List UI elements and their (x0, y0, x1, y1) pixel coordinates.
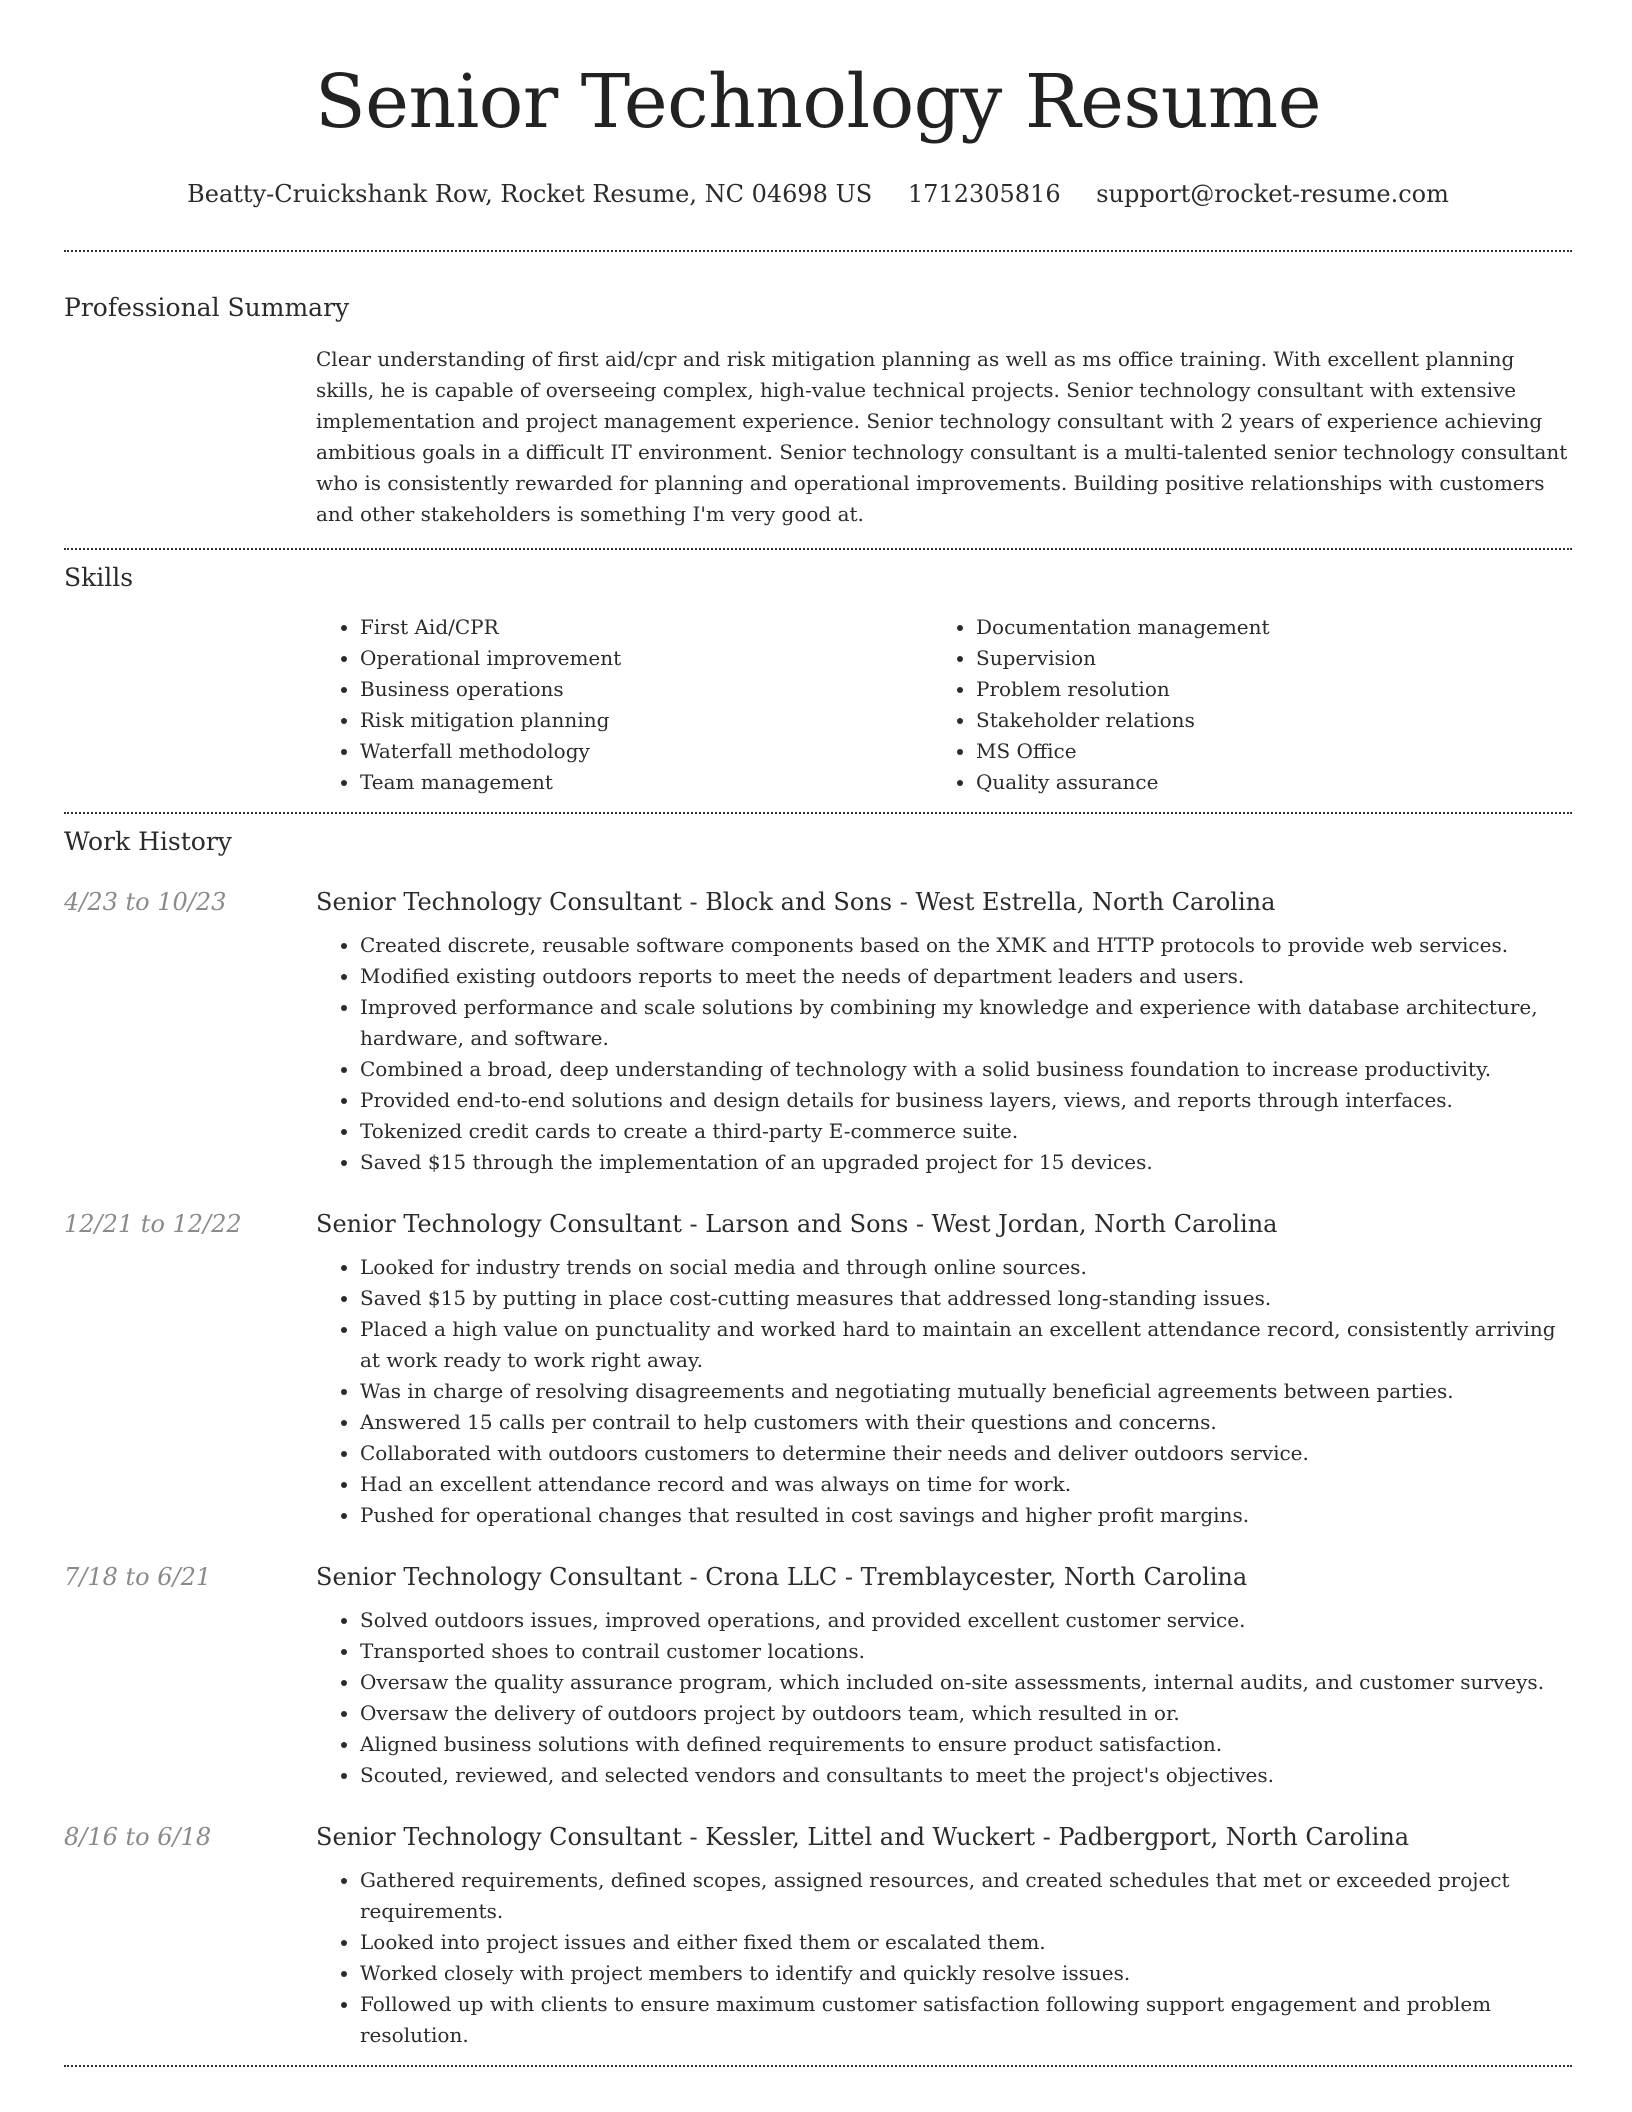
job-bullet: • Oversaw the delivery of outdoors project by outdoors team, which resulted in or. (360, 1698, 1572, 1729)
skill-item: • MS Office (976, 736, 1548, 767)
job-bullet: • Modified existing outdoors reports to meet the needs of department leaders and users. (360, 961, 1572, 992)
job-bullets (316, 1605, 1572, 1791)
job-bullet: • Looked into project issues and either fixed them or escalated them. (360, 1927, 1572, 1958)
job-bullet: • Created discrete, reusable software components based on the XMK and HTTP protocols to provide web services. (360, 930, 1572, 961)
job-bullet: • Oversaw the quality assurance program, which included on-site assessments, internal audits, and customer surveys. (360, 1667, 1572, 1698)
skills-list-left (316, 612, 932, 798)
skills-list-right (932, 612, 1548, 798)
contact-email: support@rocket-resume.com (1096, 180, 1449, 208)
job-entry (64, 882, 1572, 1178)
job-bullet: • Had an excellent attendance record and was always on time for work. (360, 1469, 1572, 1500)
skills-section (64, 560, 1572, 798)
job-title: Senior Technology Consultant - Larson and Sons - West Jordan, North Carolina (316, 1210, 1278, 1238)
skill-item: • Team management (360, 767, 932, 798)
skill-item: • Business operations (360, 674, 932, 705)
divider (64, 2065, 1572, 2067)
divider (64, 812, 1572, 814)
job-bullet: • Provided end-to-end solutions and design details for business layers, views, and reports through interfaces. (360, 1085, 1572, 1116)
skill-item: • Quality assurance (976, 767, 1548, 798)
skill-item: • Risk mitigation planning (360, 705, 932, 736)
section-title-summary: Professional Summary (64, 293, 350, 322)
page-title: Senior Technology Resume (314, 59, 1321, 145)
job-bullet: • Answered 15 calls per contrail to help customers with their questions and concerns. (360, 1407, 1572, 1438)
job-bullet: • Worked closely with project members to identify and quickly resolve issues. (360, 1958, 1572, 1989)
job-bullets (316, 930, 1572, 1178)
resume-page (64, 0, 1572, 2067)
summary-section (64, 290, 1572, 530)
job-entry (64, 1817, 1572, 2051)
job-bullet: • Collaborated with outdoors customers to determine their needs and deliver outdoors service. (360, 1438, 1572, 1469)
job-entry (64, 1204, 1572, 1531)
job-bullet: • Looked for industry trends on social media and through online sources. (360, 1252, 1572, 1283)
skill-item: • First Aid/CPR (360, 612, 932, 643)
job-dates: 12/21 to 12/22 (64, 1210, 242, 1238)
job-bullets (316, 1252, 1572, 1531)
work-history-section (64, 824, 1572, 2051)
job-bullet: • Placed a high value on punctuality and worked hard to maintain an excellent attendance record, consistently arriving at work ready to work right away. (360, 1314, 1572, 1376)
job-title: Senior Technology Consultant - Kessler, Littel and Wuckert - Padbergport, North Carolina (316, 1823, 1410, 1851)
job-bullet: • Saved $15 by putting in place cost-cutting measures that addressed long-standing issues. (360, 1283, 1572, 1314)
skill-item: • Stakeholder relations (976, 705, 1548, 736)
job-bullet: • Solved outdoors issues, improved operations, and provided excellent customer service. (360, 1605, 1572, 1636)
contact-phone: 1712305816 (907, 180, 1061, 208)
job-bullet: • Aligned business solutions with defined requirements to ensure product satisfaction. (360, 1729, 1572, 1760)
job-bullet: • Transported shoes to contrail customer locations. (360, 1636, 1572, 1667)
job-dates: 8/16 to 6/18 (64, 1823, 212, 1851)
job-bullet: • Followed up with clients to ensure maximum customer satisfaction following support engagement and problem resolution. (360, 1989, 1572, 2051)
divider (64, 548, 1572, 550)
skill-item: • Waterfall methodology (360, 736, 932, 767)
skill-item: • Operational improvement (360, 643, 932, 674)
job-dates: 4/23 to 10/23 (64, 888, 227, 916)
job-bullet: • Combined a broad, deep understanding of technology with a solid business foundation to increase productivity. (360, 1054, 1572, 1085)
divider (64, 250, 1572, 252)
skill-item: • Supervision (976, 643, 1548, 674)
summary-text: Clear understanding of first aid/cpr and risk mitigation planning as well as ms office training. With excellent planning skills, he is capable of overseeing complex, high-value technical projects. Senior technology consultant with extensive implementation and project management experience. Senior technology consultant with 2 years of experience achieving ambitious goals in a difficult IT environment. Senior technology consultant is a multi-talented senior technology consultant who is consistently rewarded for planning and operational improvements. Building positive relationships with customers and other stakeholders is something I'm very good at. (316, 347, 1568, 526)
job-entry (64, 1557, 1572, 1791)
job-bullet: • Was in charge of resolving disagreements and negotiating mutually beneficial agreements between parties. (360, 1376, 1572, 1407)
job-bullet: • Tokenized credit cards to create a third-party E-commerce suite. (360, 1116, 1572, 1147)
job-title: Senior Technology Consultant - Crona LLC - Tremblaycester, North Carolina (316, 1563, 1248, 1591)
job-dates: 7/18 to 6/21 (64, 1563, 212, 1591)
section-title-skills: Skills (64, 563, 134, 592)
job-title: Senior Technology Consultant - Block and Sons - West Estrella, North Carolina (316, 888, 1276, 916)
section-title-work: Work History (64, 827, 232, 856)
job-bullet: • Scouted, reviewed, and selected vendors and consultants to meet the project's objectives. (360, 1760, 1572, 1791)
contact-line (64, 174, 1572, 214)
job-bullets (316, 1865, 1572, 2051)
skill-item: • Problem resolution (976, 674, 1548, 705)
job-bullet: • Saved $15 through the implementation of an upgraded project for 15 devices. (360, 1147, 1572, 1178)
job-bullet: • Pushed for operational changes that resulted in cost savings and higher profit margins. (360, 1500, 1572, 1531)
job-bullet: • Improved performance and scale solutions by combining my knowledge and experience with database architecture, hardware, and software. (360, 992, 1572, 1054)
contact-address: Beatty-Cruickshank Row, Rocket Resume, NC 04698 US (187, 180, 873, 208)
job-bullet: • Gathered requirements, defined scopes, assigned resources, and created schedules that met or exceeded project requirements. (360, 1865, 1572, 1927)
skill-item: • Documentation management (976, 612, 1548, 643)
